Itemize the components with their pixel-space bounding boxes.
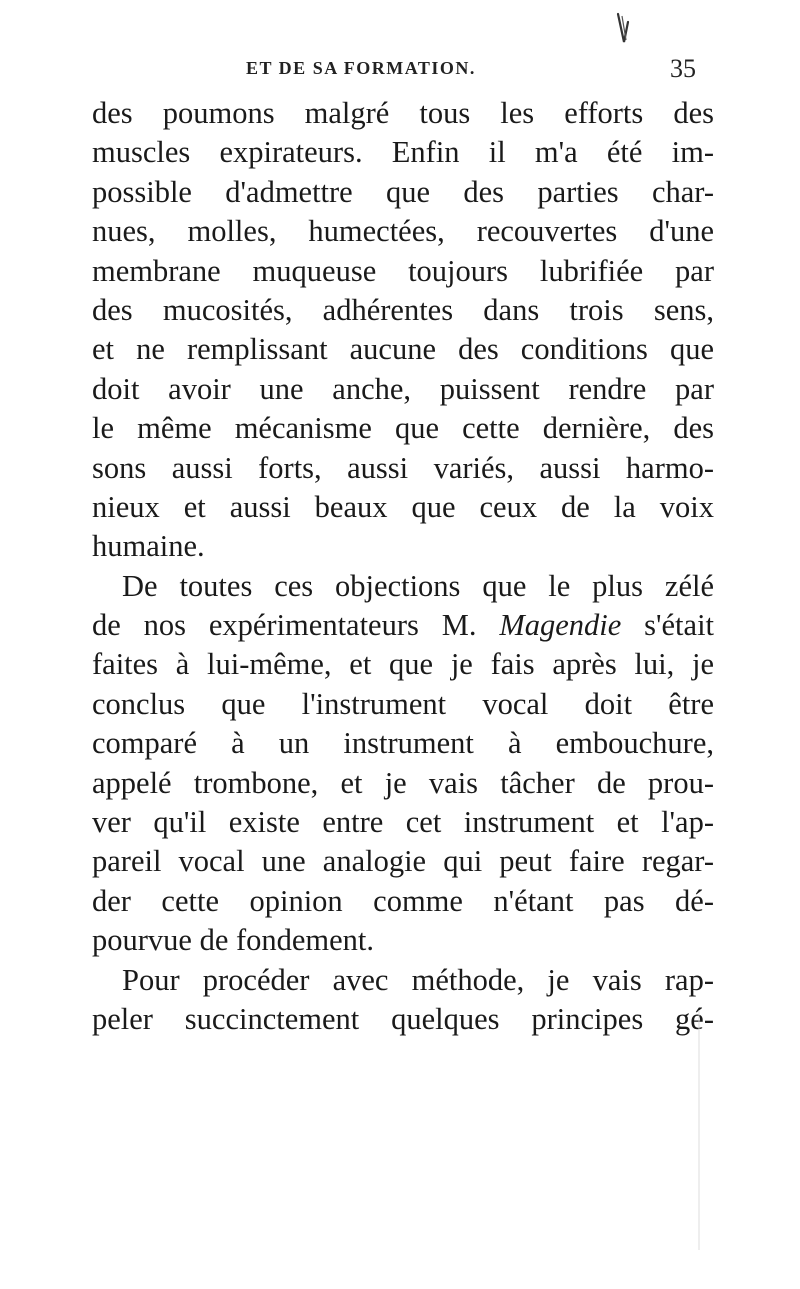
text-line: muscles expirateurs. Enfin il m'a été im- [92, 135, 714, 170]
page-header [96, 54, 696, 90]
text-line-with-name [92, 606, 714, 645]
paragraph-3 [92, 961, 714, 1040]
text-line: le même mécanisme que cette dernière, des [92, 411, 714, 446]
text-segment: de nos expérimentateurs M. [92, 608, 477, 643]
text-line: pareil vocal une analogie qui peut faire regar- [92, 844, 714, 879]
pencil-mark-icon [612, 12, 638, 68]
text-line: De toutes ces objections que le plus zélé [122, 568, 714, 603]
paragraph-2 [92, 567, 714, 961]
text-line: doit avoir une anche, puissent rendre par [92, 371, 714, 406]
text-line: faites à lui-même, et que je fais après lui, je [92, 647, 714, 682]
text-line: nues, molles, humectées, recouvertes d'une [92, 214, 714, 249]
author-name: Magendie [499, 608, 622, 643]
text-line: pourvue de fondement. [92, 923, 375, 958]
text-line: et ne remplissant aucune des conditions que [92, 332, 714, 367]
text-line: der cette opinion comme n'étant pas dé- [92, 883, 714, 918]
text-line: conclus que l'instrument vocal doit être [92, 686, 714, 721]
paragraph-1 [92, 94, 714, 567]
scan-artifact-line [698, 1010, 700, 1250]
text-line: ver qu'il existe entre cet instrument et l'ap- [92, 805, 714, 840]
text-line: possible d'admettre que des parties char- [92, 174, 714, 209]
text-line: des mucosités, adhérentes dans trois sens, [92, 292, 714, 327]
text-line: appelé trombone, et je vais tâcher de prou- [92, 765, 714, 800]
text-line: humaine. [92, 529, 205, 564]
text-line: comparé à un instrument à embouchure, [92, 726, 714, 761]
text-line: membrane muqueuse toujours lubrifiée par [92, 253, 714, 288]
text-line: nieux et aussi beaux que ceux de la voix [92, 489, 714, 524]
text-line: des poumons malgré tous les efforts des [92, 96, 714, 130]
text-line: Pour procéder avec méthode, je vais rap- [122, 962, 714, 997]
text-segment: s'était [644, 608, 715, 643]
text-line: peler succinctement quelques principes gé- [92, 1001, 714, 1036]
page-number: 35 [670, 54, 696, 83]
running-title: ET DE SA FORMATION. [246, 58, 476, 78]
text-line: sons aussi forts, aussi variés, aussi harmo- [92, 450, 714, 485]
body-text [92, 94, 714, 1039]
